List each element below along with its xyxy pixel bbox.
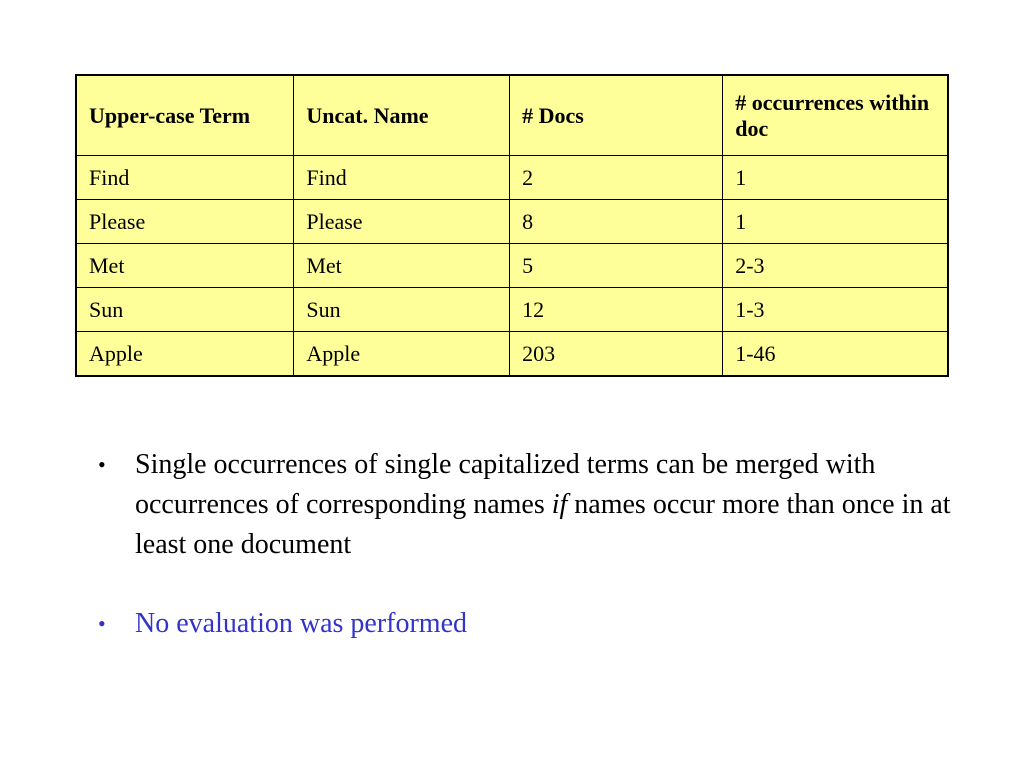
cell-occurrences: 1-46 (723, 332, 948, 377)
cell-num-docs: 5 (510, 244, 723, 288)
cell-uncat-name: Met (294, 244, 510, 288)
table-header-row (76, 75, 948, 156)
cell-upper-case-term: Apple (76, 332, 294, 377)
header-upper-case-term: Upper-case Term (76, 75, 294, 156)
cell-occurrences: 2-3 (723, 244, 948, 288)
cell-num-docs: 8 (510, 200, 723, 244)
cell-upper-case-term: Met (76, 244, 294, 288)
cell-num-docs: 12 (510, 288, 723, 332)
header-num-docs: # Docs (510, 75, 723, 156)
bullet-item-no-evaluation (98, 604, 958, 644)
table-row (76, 200, 948, 244)
cell-num-docs: 203 (510, 332, 723, 377)
cell-occurrences: 1 (723, 200, 948, 244)
bullet-item-merge-rule (98, 445, 958, 565)
bullet-dot-icon: • (98, 452, 106, 477)
cell-upper-case-term: Please (76, 200, 294, 244)
bullet-text-after: names occur more than once in at least one document (135, 489, 951, 560)
bullet-dot-icon: • (98, 611, 106, 636)
bullet-text-before: Single occurrences of single capitalized terms can be merged with occurrences of corresponding names (135, 449, 876, 520)
cell-occurrences: 1 (723, 156, 948, 200)
table-row (76, 288, 948, 332)
bullet-list (98, 445, 958, 644)
table-row (76, 156, 948, 200)
cell-uncat-name: Find (294, 156, 510, 200)
header-occurrences-within-doc: # occurrences within doc (723, 75, 948, 156)
terms-table (75, 74, 949, 377)
cell-uncat-name: Sun (294, 288, 510, 332)
bullet-text-italic: if (551, 489, 568, 520)
cell-num-docs: 2 (510, 156, 723, 200)
cell-uncat-name: Please (294, 200, 510, 244)
cell-upper-case-term: Sun (76, 288, 294, 332)
cell-upper-case-term: Find (76, 156, 294, 200)
header-uncat-name: Uncat. Name (294, 75, 510, 156)
table-row (76, 244, 948, 288)
cell-occurrences: 1-3 (723, 288, 948, 332)
cell-uncat-name: Apple (294, 332, 510, 377)
table-row (76, 332, 948, 377)
bullet-text: No evaluation was performed (135, 608, 467, 639)
